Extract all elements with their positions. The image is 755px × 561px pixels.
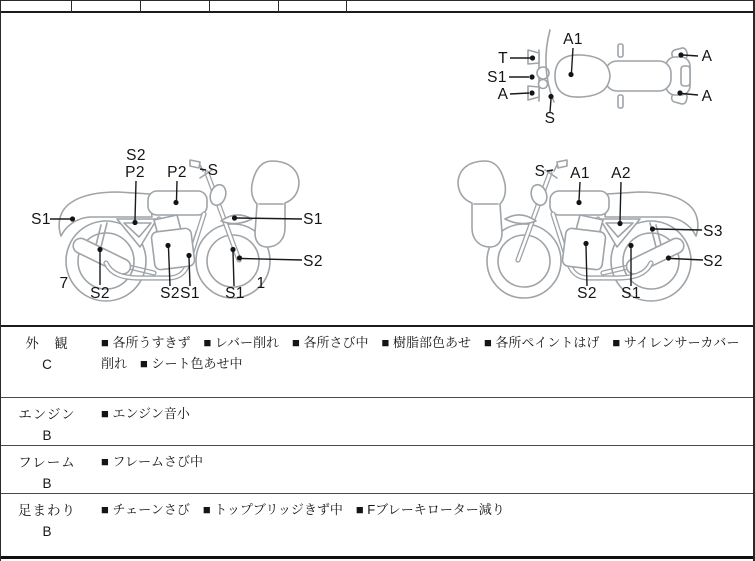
sheet-bottom-border — [1, 556, 755, 559]
header-cell-4 — [210, 1, 279, 13]
label-left-s2-seat: S2 — [126, 147, 146, 164]
notes-text: ■ エンジン音小 — [101, 406, 190, 421]
inspection-row-engine — [1, 397, 755, 445]
label-right-s1-muffler: S1 — [621, 285, 641, 302]
label-left-s1-frame: S1 — [180, 285, 200, 302]
grade-value: B — [42, 524, 52, 539]
category-cell — [1, 446, 93, 491]
label-left-s2-muffler: S2 — [90, 285, 110, 302]
label-right-a2-cover: A2 — [611, 165, 631, 182]
label-left-p2-tank: P2 — [167, 164, 187, 181]
label-left-1: 1 — [256, 275, 266, 292]
header-row — [1, 0, 755, 13]
label-top-signal-right: A — [701, 48, 713, 65]
header-cell-1 — [1, 1, 72, 13]
category-label: 外 観 — [25, 336, 69, 351]
notes-text: ■ フレームさび中 — [101, 454, 203, 469]
label-left-s-mirror: S — [207, 162, 219, 179]
label-right-s2-wheel: S2 — [703, 253, 723, 270]
label-left-7: 7 — [59, 275, 69, 292]
label-right-a1-tank: A1 — [570, 165, 590, 182]
label-top-headlight: S1 — [487, 69, 507, 86]
grade-value: C — [42, 357, 52, 372]
inspection-row-undercarriage — [1, 493, 755, 556]
category-cell — [1, 327, 93, 372]
header-cell-3 — [141, 1, 210, 13]
label-left-p2-seat: P2 — [125, 164, 145, 181]
label-top-tank: A1 — [563, 31, 583, 48]
label-right-s2-engine: S2 — [577, 285, 597, 302]
label-left-s1-rear: S1 — [31, 211, 51, 228]
label-left-s1-front: S1 — [303, 211, 323, 228]
header-cell-5 — [279, 1, 347, 13]
label-right-s-mirror: S — [534, 163, 546, 180]
label-top-screen: S — [544, 110, 556, 127]
notes-text: ■ チェーンさび ■ トップブリッジきず中 ■ Fブレーキローター減り — [101, 502, 505, 517]
label-left-s2-engine: S2 — [160, 285, 180, 302]
inspection-row-exterior — [1, 325, 755, 397]
category-label: エンジン — [18, 407, 76, 422]
category-cell — [1, 398, 93, 443]
inspection-row-frame — [1, 445, 755, 493]
label-top-mirror: T — [498, 50, 508, 67]
grade-value: B — [42, 428, 52, 443]
label-left-s1-fork: S1 — [225, 285, 245, 302]
label-top-signal-left: A — [701, 88, 713, 105]
notes-text: ■ 各所うすきず ■ レバー削れ ■ 各所さび中 ■ 樹脂部色あせ ■ 各所ペイントはげ ■ サイレンサーカバー削れ ■ シート色あせ中 — [101, 335, 740, 371]
label-right-s3-shock: S3 — [703, 223, 723, 240]
category-label: フレーム — [18, 455, 76, 470]
category-cell — [1, 494, 93, 539]
damage-diagram — [1, 13, 755, 325]
grade-value: B — [42, 476, 52, 491]
header-cell-6 — [347, 1, 754, 13]
label-left-s2-wheel: S2 — [303, 253, 323, 270]
category-label: 足まわり — [18, 503, 76, 518]
label-top-bar-left: A — [497, 86, 509, 103]
header-cell-2 — [72, 1, 141, 13]
